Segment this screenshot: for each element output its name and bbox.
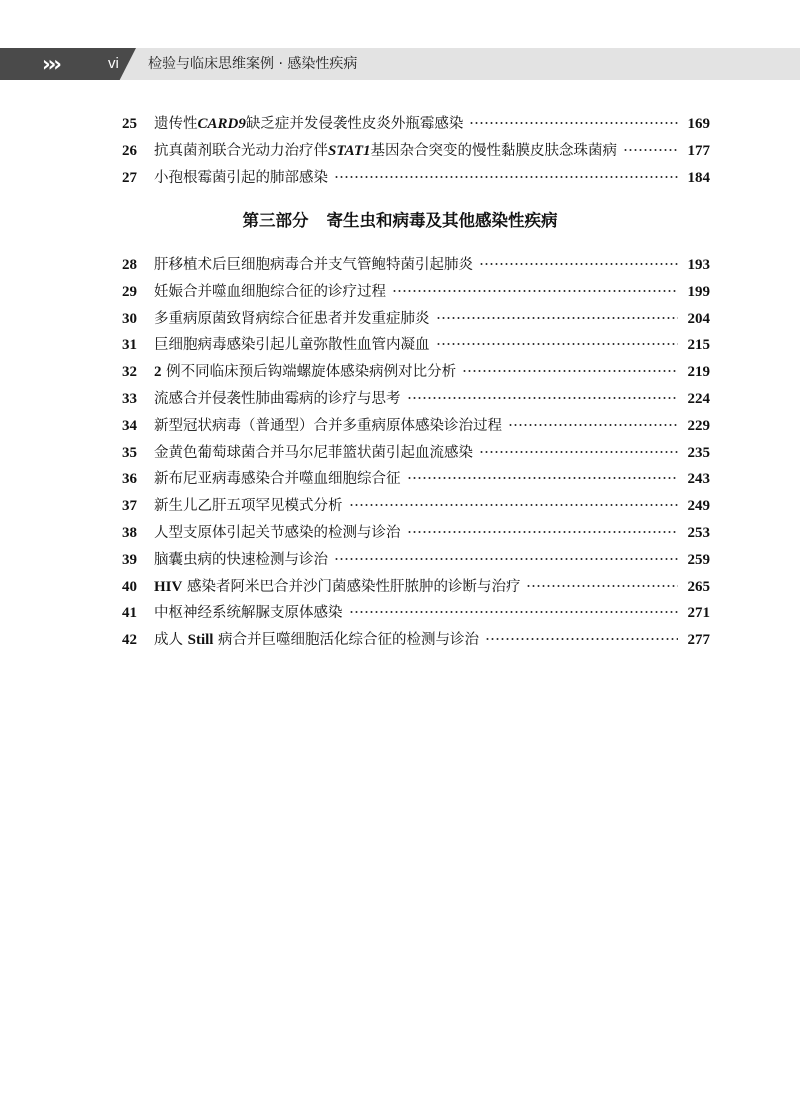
entry-page: 193	[687, 257, 710, 273]
entry-page: 265	[687, 578, 710, 595]
leader-dots	[407, 531, 679, 533]
toc-entry[interactable]	[122, 520, 710, 547]
entry-number: 25	[122, 116, 137, 132]
entry-number: 26	[122, 142, 137, 159]
entry-number: 33	[122, 390, 137, 407]
leader-dots	[526, 585, 678, 587]
entry-title: 小孢根霉菌引起的肺部感染	[154, 169, 328, 186]
entry-title: 金黄色葡萄球菌合并马尔尼菲篮状菌引起血流感染	[154, 444, 473, 461]
entry-title: 妊娠合并噬血细胞综合征的诊疗过程	[154, 283, 386, 300]
entry-number: 39	[122, 551, 137, 568]
entry-number: 31	[122, 337, 137, 354]
entry-title: 新生儿乙肝五项罕见模式分析	[154, 498, 343, 515]
toc-entry[interactable]	[122, 306, 710, 333]
entry-number: 41	[122, 605, 137, 622]
toc-entry[interactable]	[122, 493, 710, 520]
entry-page: 199	[687, 283, 710, 300]
toc-entry[interactable]	[122, 600, 710, 627]
book-title: 检验与临床思维案例 · 感染性疾病	[148, 56, 358, 72]
leader-dots	[623, 149, 678, 151]
entry-title: 脑囊虫病的快速检测与诊治	[154, 551, 328, 568]
entry-title: 新型冠状病毒（普通型）合并多重病原体感染诊治过程	[154, 417, 502, 434]
chevron-right-icon: ›››	[42, 52, 59, 76]
entry-number: 38	[122, 524, 137, 541]
entry-title: 中枢神经系统解脲支原体感染	[154, 605, 343, 622]
toc-part3	[122, 252, 710, 654]
leader-dots	[485, 638, 678, 640]
entry-page: 169	[687, 116, 710, 132]
entry-page: 235	[687, 444, 710, 461]
section-part-label: 第三部分	[242, 211, 309, 230]
toc-entry[interactable]	[122, 138, 710, 165]
leader-dots	[462, 370, 678, 372]
leader-dots	[436, 317, 679, 319]
toc-entry[interactable]	[122, 574, 710, 601]
leader-dots	[407, 477, 679, 479]
entry-page: 243	[687, 471, 710, 488]
entry-page: 271	[687, 605, 710, 622]
entry-number: 40	[122, 578, 137, 595]
entry-title: 多重病原菌致肾病综合征患者并发重症肺炎	[154, 310, 430, 327]
entry-page: 177	[687, 142, 710, 159]
leader-dots	[407, 397, 679, 399]
toc-entry[interactable]	[122, 111, 710, 138]
running-header	[0, 48, 800, 80]
entry-title: 遗传性CARD9缺乏症并发侵袭性皮炎外瓶霉感染	[154, 116, 464, 132]
leader-dots	[349, 504, 679, 506]
entry-title: 抗真菌剂联合光动力治疗伴STAT1基因杂合突变的慢性黏膜皮肤念珠菌病	[154, 142, 618, 159]
entry-page: 249	[687, 498, 710, 515]
leader-dots	[349, 611, 679, 613]
toc-entry[interactable]	[122, 440, 710, 467]
entry-number: 35	[122, 444, 137, 461]
entry-title: 人型支原体引起关节感染的检测与诊治	[154, 524, 401, 541]
entry-page: 219	[687, 364, 710, 381]
leader-dots	[436, 343, 679, 345]
toc-entry[interactable]	[122, 413, 710, 440]
entry-page: 253	[687, 524, 710, 541]
leader-dots	[334, 558, 678, 560]
page-number: vi	[108, 55, 119, 72]
toc-entry[interactable]	[122, 359, 710, 386]
leader-dots	[392, 290, 678, 292]
entry-title: 成人 Still 病合并巨噬细胞活化综合征的检测与诊治	[154, 632, 480, 649]
entry-title: 肝移植术后巨细胞病毒合并支气管鲍特菌引起肺炎	[154, 257, 473, 273]
entry-title: 2 例不同临床预后钩端螺旋体感染病例对比分析	[154, 364, 457, 381]
entry-number: 34	[122, 417, 137, 434]
leader-dots	[479, 451, 678, 453]
entry-page: 229	[687, 417, 710, 434]
entry-number: 29	[122, 283, 137, 300]
entry-page: 215	[687, 337, 710, 354]
toc-entry[interactable]	[122, 279, 710, 306]
entry-number: 32	[122, 364, 137, 381]
entry-number: 37	[122, 498, 137, 515]
toc-entry[interactable]	[122, 466, 710, 493]
entry-title: HIV 感染者阿米巴合并沙门菌感染性肝脓肿的诊断与治疗	[154, 578, 521, 595]
section-part-title: 寄生虫和病毒及其他感染性疾病	[326, 211, 558, 230]
leader-dots	[334, 176, 678, 178]
entry-page: 184	[687, 169, 710, 186]
entry-page: 204	[687, 310, 710, 327]
toc-entry[interactable]	[122, 627, 710, 654]
toc-entry[interactable]	[122, 165, 710, 192]
section-title	[0, 208, 800, 234]
entry-number: 36	[122, 471, 137, 488]
entry-number: 30	[122, 310, 137, 327]
toc-entry[interactable]	[122, 332, 710, 359]
toc-part2-tail	[122, 111, 710, 191]
entry-number: 27	[122, 169, 137, 186]
toc-entry[interactable]	[122, 386, 710, 413]
entry-number: 28	[122, 257, 137, 273]
entry-title: 新布尼亚病毒感染合并噬血细胞综合征	[154, 471, 401, 488]
entry-number: 42	[122, 632, 137, 649]
entry-page: 277	[687, 632, 710, 649]
toc-entry[interactable]	[122, 547, 710, 574]
entry-page: 224	[687, 390, 710, 407]
leader-dots	[508, 424, 678, 426]
entry-title: 巨细胞病毒感染引起儿童弥散性血管内凝血	[154, 337, 430, 354]
leader-dots	[479, 263, 678, 265]
leader-dots	[469, 122, 678, 124]
toc-entry[interactable]	[122, 252, 710, 279]
entry-page: 259	[687, 551, 710, 568]
entry-title: 流感合并侵袭性肺曲霉病的诊疗与思考	[154, 390, 401, 407]
